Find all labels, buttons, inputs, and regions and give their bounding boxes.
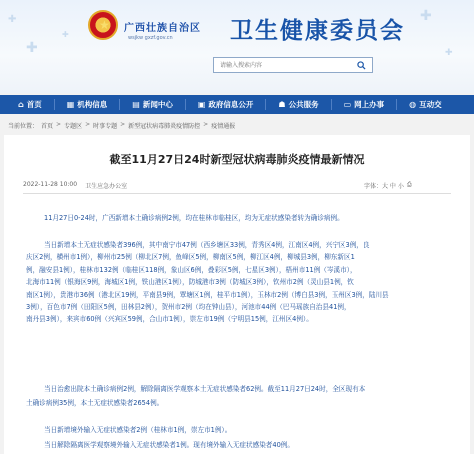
decor-plus-icon: ✚ (26, 40, 38, 56)
nav-public-service[interactable]: ☗ 公共服务 (278, 100, 319, 109)
national-emblem-logo[interactable]: ★ (88, 10, 118, 40)
building-icon: ▦ (66, 100, 75, 109)
paragraph-line: 当日新增本土无症状感染者396例，其中南宁市47例（西乡塘区33例，青秀区4例，江南区4例，兴宁区3例，良 (44, 241, 370, 249)
search-input[interactable] (213, 57, 373, 73)
publish-date: 2022-11-28 10:00 (23, 181, 78, 188)
article-paragraph (26, 397, 450, 409)
nav-news[interactable]: ▤ 新闻中心 (132, 100, 173, 109)
breadcrumb-item-home[interactable]: 首页 (41, 123, 54, 130)
article-title: 截至11月27日24时新型冠状病毒肺炎疫情最新情况 (109, 153, 365, 166)
article-paragraph: 当日新增境外输入无症状感染者2例（桂林市1例，崇左市1例）。 (44, 426, 232, 434)
breadcrumb-separator: > (85, 121, 91, 128)
breadcrumb-item-current-topics[interactable]: 时事专题 (93, 123, 118, 130)
paragraph-line: 当日治愈出院本土确诊病例2例，解除隔离医学观察本土无症状感染者62例。截至11月27日24时，全区现有本 (44, 385, 366, 393)
paragraph-line: 南区1例），贵港市36例（港北区19例，平南县9例，覃塘区1例，桂平市1例），玉林市2例（博白县3例，玉州区3例，陆川县 (26, 290, 389, 299)
nav-online-service[interactable]: ▭ 网上办事 (343, 100, 385, 109)
decor-plus-icon: ✚ (8, 14, 17, 25)
nav-gov-info[interactable]: ▣ 政府信息公开 (197, 100, 254, 109)
breadcrumb-separator: > (56, 121, 62, 128)
nav-interaction[interactable]: ◍ 互动交 (409, 100, 442, 109)
article-meta (23, 181, 127, 190)
article-paragraph (26, 383, 450, 395)
news-icon: ▤ (132, 100, 140, 109)
article-paragraph: 11月27日0-24时，广西新增本土确诊病例2例，均在桂林市临桂区，均为无症状感染者转为确诊病例。 (44, 214, 344, 222)
paragraph-line: 南丹县3例），来宾市60例（兴宾区59例，合山市1例），崇左市19例（宁明县15例，江州区4例）。 (26, 315, 313, 324)
meta-divider (23, 193, 451, 194)
site-title[interactable]: 卫生健康委员会 (230, 17, 405, 44)
breadcrumb-item-topics[interactable]: 专题区 (64, 123, 83, 130)
breadcrumb-item-bulletin[interactable]: 疫情通报 (211, 123, 236, 130)
article-paragraph: 当日解除隔离医学观察境外输入无症状感染者1例。现有境外输入无症状感染者40例。 (44, 441, 294, 449)
decor-plus-icon: ✚ (62, 30, 69, 39)
breadcrumb-separator: > (203, 121, 209, 128)
paragraph-line: 庆区2例，横州市1例），柳州市25例（柳北区7例，鱼峰区5例，柳南区5例，柳江区4例，柳城县3例，柳东新区1 (26, 253, 355, 262)
paragraph-line: 土确诊病例35例，本土无症状感染者2654例。 (26, 399, 164, 407)
article-paragraph-cases (26, 239, 450, 326)
breadcrumb (8, 121, 235, 130)
chat-icon: ◍ (409, 100, 417, 109)
breadcrumb-separator: > (120, 121, 126, 128)
home-icon: ⌂ (18, 100, 24, 109)
nav-home[interactable]: ⌂ 首页 (18, 100, 42, 109)
org-domain: wsjkw gxzf.gov.cn (128, 35, 173, 41)
font-size-label[interactable]: 字体：大 中 小 (364, 183, 404, 190)
decor-plus-icon: ✚ (420, 8, 432, 24)
paragraph-line: 北海市11例（银海区9例，海城区1例，铁山港区1例），防城港市3例（防城区3例），钦州市2例（灵山县1例，钦 (26, 278, 354, 287)
paragraph-line: 3例），百色市7例（田阳区5例，田林县2例），贺州市2例（均在钟山县），河池市44例（巴马瑶族自治县41例， (26, 303, 351, 312)
document-icon: ▣ (197, 100, 206, 109)
site-header (0, 0, 474, 93)
nav-institution[interactable]: ▦ 机构信息 (66, 100, 108, 109)
decor-plus-icon: ✚ (445, 48, 453, 58)
search-button[interactable] (351, 57, 373, 73)
font-size-switcher[interactable] (364, 181, 412, 190)
article-source: 卫生应急办公室 (85, 183, 128, 190)
main-nav (0, 95, 474, 114)
computer-icon: ▭ (343, 100, 352, 109)
search-icon (357, 61, 366, 70)
print-icon[interactable]: ⎙ (406, 181, 412, 188)
breadcrumb-item-covid[interactable]: 新型冠状病毒肺炎疫情防控 (128, 123, 201, 130)
article-panel (4, 135, 470, 454)
org-name: 广西壮族自治区 (124, 23, 201, 34)
people-icon: ☗ (278, 100, 286, 109)
breadcrumb-prefix: 当前位置： (8, 123, 39, 130)
paragraph-line: 例，融安县1例），桂林市132例（临桂区118例，象山区6例，叠彩区5例，七星区3例），梧州市11例（岑溪市）， (26, 265, 357, 274)
